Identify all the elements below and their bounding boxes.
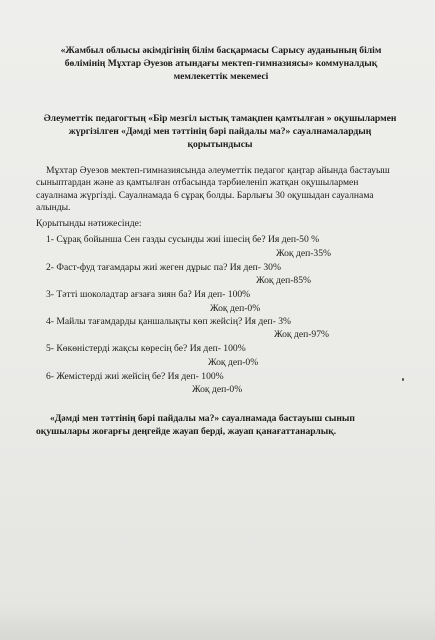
title-line-1: Әлеуметтік педагогтың «Бір мезгіл ыстық тамақпен қамтылған » оқушылармен <box>43 113 397 124</box>
question-1: 1- Сұрақ бойынша Сен газды сусынды жиі ішесің бе? Ия деп-50 % <box>46 234 320 245</box>
question-2: 2- Фаст-фуд тағамдары жиі жеген дұрыс па? Ия деп- 30% <box>46 262 281 273</box>
conclusion-line-2: оқушылары жоғарғы деңгейде жауап берді, жауап қанағаттанарлық. <box>36 426 337 437</box>
conclusion-line-1: «Дәмді мен тәттінің бәрі пайдалы ма?» сауалнамада бастауыш сынып <box>50 413 355 424</box>
header-line-2: бөлімінің Мұхтар Әуезов атындағы мектеп-гимназиясы» коммуналдық <box>64 58 378 69</box>
question-6-no: Жоқ деп-0% <box>192 384 243 395</box>
conclusion-paragraph <box>36 412 416 438</box>
document-title <box>30 112 410 151</box>
title-line-3: қорытындысы <box>187 139 253 150</box>
intro-line-2: сыныптардан және аз қамтылған отбасында тәрбиеленіп жатқан оқушылармен <box>36 177 359 189</box>
intro-line-3: сауалнама жүргізді. Сауалнамада 6 сұрақ болды. Барлығы 30 оқушыдан сауалнама <box>36 189 374 201</box>
question-6: 6- Жемістерді жиі жейсің бе? Ия деп- 100% <box>46 371 224 382</box>
results-label: Қорытынды нәтижесінде: <box>36 218 142 229</box>
intro-line-1: Мұхтар Әуезов мектеп-гимназиясында әлеуметтік педагог қаңтар айында бастауыш <box>46 165 390 176</box>
question-3-no: Жоқ деп-0% <box>210 303 261 314</box>
question-4: 4- Майлы тағамдарды қаншалықты көп жейсің? Ия деп- 3% <box>46 316 292 327</box>
question-5-no: Жоқ деп-0% <box>208 357 259 368</box>
question-3: 3- Тәтті шоколадтар ағзаға зиян ба? Ия деп- 100% <box>46 289 251 300</box>
question-1-no: Жоқ деп-35% <box>276 248 332 259</box>
header-line-3: мемлекеттік мекемесі <box>173 71 269 82</box>
header-line-1: «Жамбыл облысы әкімдігінің білім басқармасы Сарысу ауданының білім <box>60 45 382 56</box>
question-5: 5- Көкөністерді жақсы көресің бе? Ия деп- 100% <box>46 343 246 354</box>
organization-header <box>36 44 406 83</box>
question-2-no: Жоқ деп-85% <box>256 275 312 286</box>
page-shadow <box>0 604 435 640</box>
intro-paragraph <box>36 165 418 215</box>
title-line-2: жүргізілген «Дәмді мен тәттінің бәрі пайдалы ма?» сауалнамалардың <box>68 126 372 137</box>
question-4-no: Жоқ деп-97% <box>274 329 330 340</box>
ink-speck <box>402 378 404 381</box>
intro-line-4: алынды. <box>36 202 71 214</box>
